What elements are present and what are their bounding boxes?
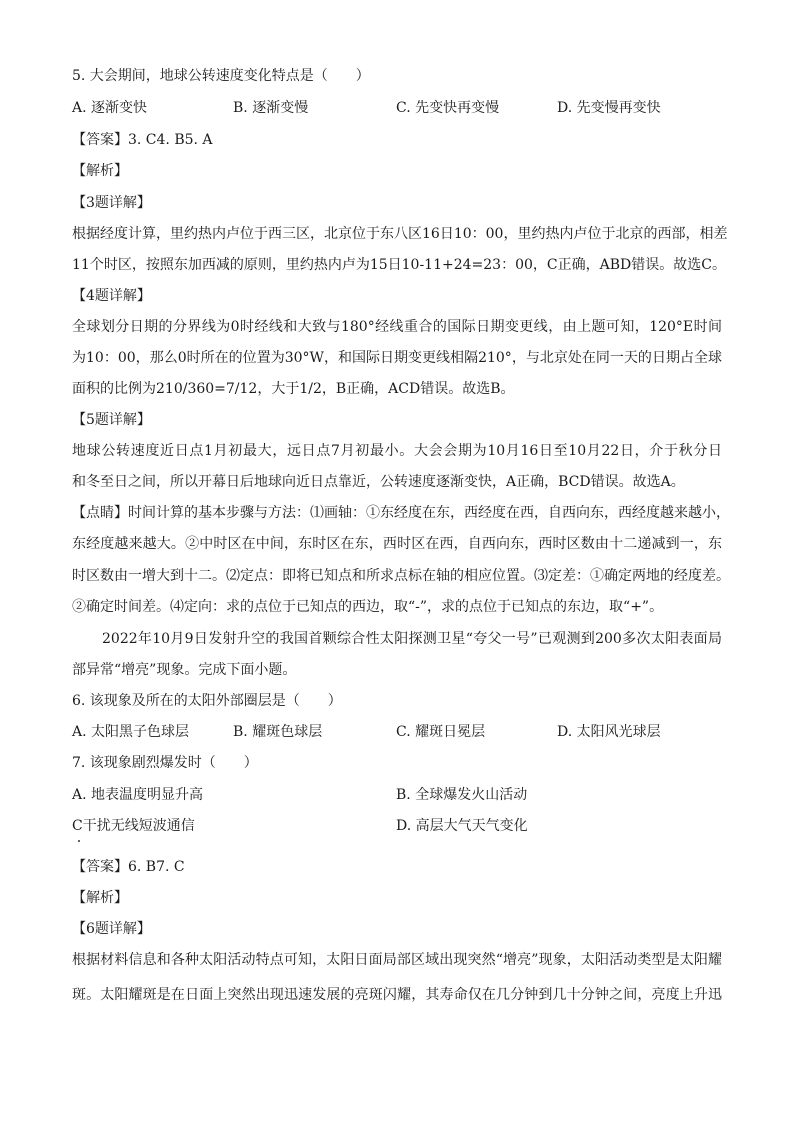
q5-option-d: D. 先变慢再变快 (557, 100, 661, 116)
detail-3-line-1: 根据经度计算，里约热内卢位于西三区，北京位于东八区16日10：00，里约热内卢位于北京的西部，相差 (72, 226, 728, 242)
tips-line-4: ②确定时间差。⑷定向：求的点位于已知点的西边，取“-”，求的点位于已知点的东边，取“+”。 (72, 599, 664, 615)
detail-6-line-1: 根据材料信息和各种太阳活动特点可知，太阳日面局部区域出现突然“增亮”现象，太阳活动类型是太阳耀 (72, 952, 722, 968)
q7-option-c: C干扰无线短波通信 (72, 818, 195, 834)
answer-block-2 (72, 857, 185, 877)
q6-option-d: D. 太阳风光球层 (557, 724, 661, 740)
answer-block-1 (72, 130, 213, 150)
q7-option-d: D. 高层大气天气变化 (396, 818, 528, 834)
detail-3-heading: 【3题详解】 (72, 195, 151, 211)
detail-4-line-1: 全球划分日期的分界线为0时经线和大致与180°经线重合的国际日期变更线，由上题可知，120°E时间 (72, 319, 722, 335)
q7-option-b: B. 全球爆发火山活动 (396, 787, 528, 803)
stray-dot-mark (78, 840, 80, 842)
answer-value: 3. C4. B5. A (128, 132, 213, 148)
detail-5-line-1: 地球公转速度近日点1月初最大，远日点7月初最小。大会会期为10月16日至10月22日，介于秋分日 (72, 443, 722, 459)
q5-option-b: B. 逐渐变慢 (233, 100, 309, 116)
detail-6-line-2: 斑。太阳耀斑是在日面上突然出现迅速发展的亮斑闪耀，其寿命仅在几分钟到几十分钟之间，亮度上升迅 (72, 987, 722, 1003)
tips-line-2: 东经度越来越大。②中时区在中间，东时区在东，西时区在西，自西向东，西时区数由十二递减到一，东 (72, 536, 722, 552)
q6-option-b: B. 耀斑色球层 (233, 724, 323, 740)
detail-3-line-2: 11个时区，按照东加西减的原则，里约热内卢为15日10-11+24=23：00，C正确，ABD错误。故选C。 (72, 257, 726, 273)
q6-option-c: C. 耀斑日冕层 (396, 724, 486, 740)
answer-label: 【答案】 (72, 859, 128, 875)
material-line-2: 部异常“增亮”现象。完成下面小题。 (72, 662, 297, 678)
tips-line-3: 时区数由一增大到十二。⑵定点：即将已知点和所求点标在轴的相应位置。⑶定差：①确定两地的经度差。 (72, 568, 730, 584)
tips-line-1: 【点睛】时间计算的基本步骤与方法：⑴画轴：①东经度在东，西经度在西，自西向东，西经度越来越小， (72, 505, 730, 521)
answer-value: 6. B7. C (128, 859, 185, 875)
material-line-1: 2022年10月9日发射升空的我国首颗综合性太阳探测卫星“夸父一号”已观测到200多次太阳表面局 (102, 631, 722, 647)
q7-option-a: A. 地表温度明显升高 (72, 787, 204, 803)
question-7-stem: 7. 该现象剧烈爆发时（ ） (72, 755, 258, 771)
q5-option-c: C. 先变快再变慢 (396, 100, 500, 116)
detail-5-heading: 【5题详解】 (72, 412, 151, 428)
analysis-label-1: 【解析】 (72, 163, 128, 179)
q5-option-a: A. 逐渐变快 (72, 100, 148, 116)
question-5-stem: 5. 大会期间，地球公转速度变化特点是（ ） (72, 68, 370, 84)
detail-4-line-2: 为10：00，那么0时所在的位置为30°W，和国际日期变更线相隔210°，与北京处在同一天的日期占全球 (72, 350, 722, 366)
detail-5-line-2: 和冬至日之间，所以开幕日后地球向近日点靠近，公转速度逐渐变快，A正确，BCD错误。故选A。 (72, 474, 685, 490)
detail-4-line-3: 面积的比例为210/360=7/12，大于1/2，B正确，ACD错误。故选B。 (72, 381, 515, 397)
analysis-label-2: 【解析】 (72, 890, 128, 906)
q6-option-a: A. 太阳黑子色球层 (72, 724, 190, 740)
answer-label: 【答案】 (72, 132, 128, 148)
question-6-stem: 6. 该现象及所在的太阳外部圈层是（ ） (72, 693, 342, 709)
detail-6-heading: 【6题详解】 (72, 921, 151, 937)
detail-4-heading: 【4题详解】 (72, 288, 151, 304)
